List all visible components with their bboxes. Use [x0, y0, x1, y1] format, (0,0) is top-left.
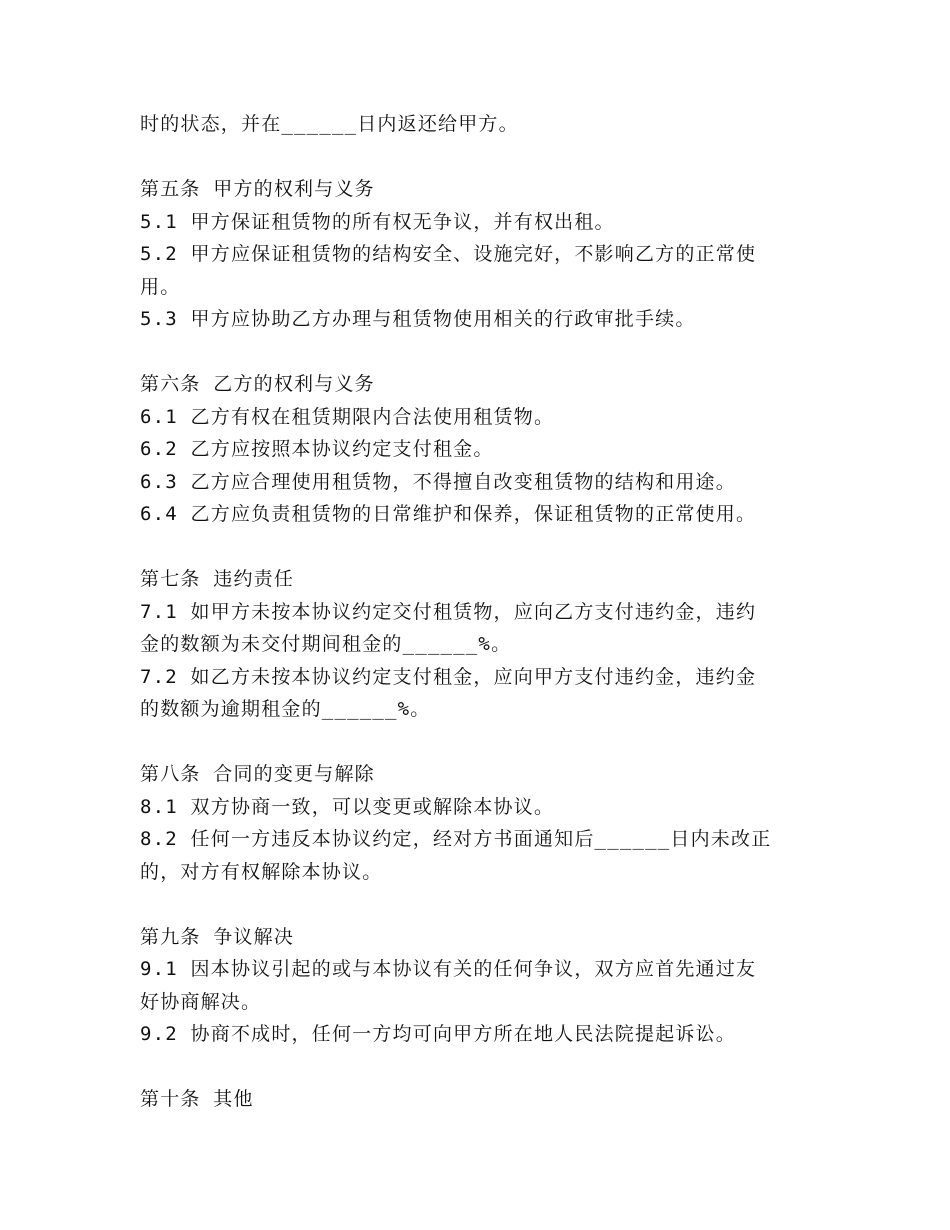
clause-line: 5.1 甲方保证租赁物的所有权无争议，并有权出租。	[140, 210, 615, 233]
section-heading: 第五条 甲方的权利与义务	[140, 178, 375, 200]
text-line: 时的状态，并在______日内返还给甲方。	[140, 113, 519, 135]
clause-line: 8.2 任何一方违反本协议约定，经对方书面通知后______日内未改正	[140, 828, 772, 850]
clause-line: 6.4 乙方应负责租赁物的日常维护和保养，保证租赁物的正常使用。	[140, 503, 757, 525]
paragraph-gap	[140, 726, 800, 759]
section-heading: 第十条 其他	[140, 1088, 254, 1110]
clause-line: 用。	[140, 275, 181, 298]
section-heading: 第九条 争议解决	[140, 925, 295, 948]
paragraph-gap	[140, 1051, 800, 1084]
clause-line: 6.3 乙方应合理使用租赁物，不得擅自改变租赁物的结构和用途。	[140, 470, 736, 493]
clause-line: 5.3 甲方应协助乙方办理与租赁物使用相关的行政审批手续。	[140, 308, 696, 330]
document-body	[140, 108, 800, 1116]
paragraph-gap	[140, 888, 800, 921]
paragraph-gap	[140, 141, 800, 174]
clause-line: 金的数额为未交付期间租金的______%。	[140, 633, 512, 655]
section-heading: 第七条 违约责任	[140, 568, 295, 590]
clause-line: 9.2 协商不成时，任何一方均可向甲方所在地人民法院提起诉讼。	[140, 1023, 736, 1045]
section-heading: 第八条 合同的变更与解除	[140, 763, 375, 785]
clause-line: 8.1 双方协商一致，可以变更或解除本协议。	[140, 795, 555, 818]
clause-line: 5.2 甲方应保证租赁物的结构安全、设施完好，不影响乙方的正常使	[140, 243, 757, 265]
paragraph-gap	[140, 531, 800, 564]
clause-line: 的，对方有权解除本协议。	[140, 860, 383, 883]
clause-line: 7.1 如甲方未按本协议约定交付租赁物，应向乙方支付违约金，违约	[140, 600, 757, 623]
clause-line: 的数额为逾期租金的______%。	[140, 698, 431, 720]
clause-line: 6.2 乙方应按照本协议约定支付租金。	[140, 438, 494, 460]
clause-line: 好协商解决。	[140, 990, 262, 1013]
clause-line: 9.1 因本协议引起的或与本协议有关的任何争议，双方应首先通过友	[140, 958, 757, 980]
paragraph-gap	[140, 336, 800, 369]
clause-line: 7.2 如乙方未按本协议约定支付租金，应向甲方支付违约金，违约金	[140, 665, 757, 688]
section-heading: 第六条 乙方的权利与义务	[140, 373, 375, 395]
clause-line: 6.1 乙方有权在租赁期限内合法使用租赁物。	[140, 405, 555, 428]
